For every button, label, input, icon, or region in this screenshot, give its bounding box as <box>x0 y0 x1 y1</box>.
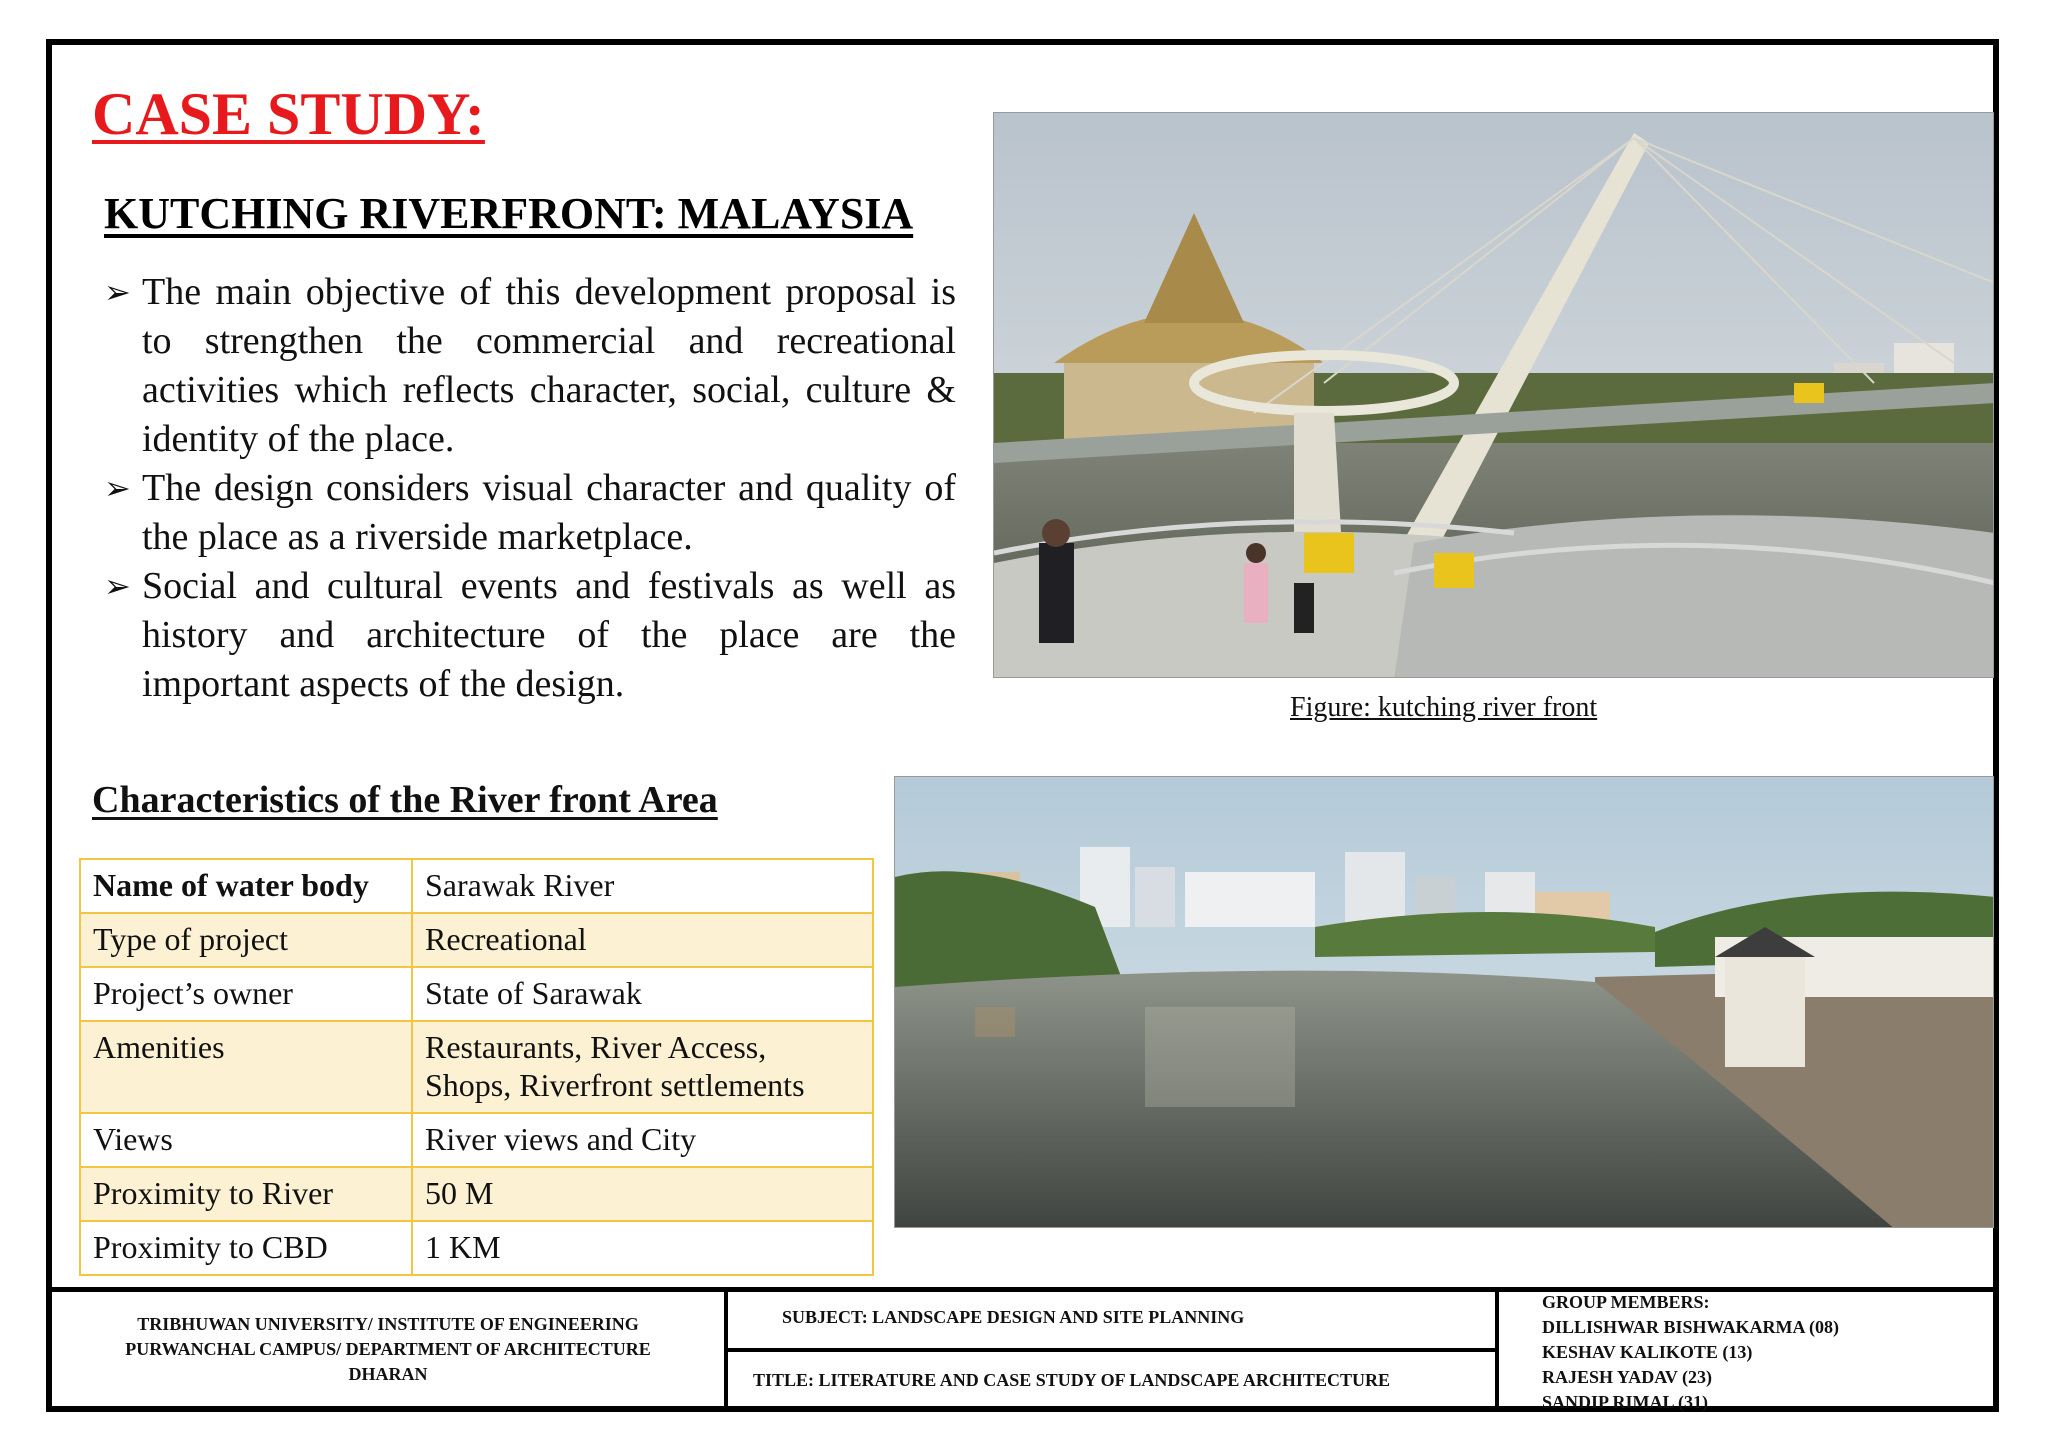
characteristics-table <box>79 858 874 1276</box>
table-row <box>80 1167 873 1221</box>
member-name: KESHAV KALIKOTE (13) <box>1542 1342 1753 1362</box>
objective-bullet: ➢ The design considers visual character and quality of the place as a riverside marketplace. <box>104 464 956 562</box>
row-label: Name of water body <box>80 859 412 913</box>
river-photo-illustration <box>895 777 1994 1228</box>
row-value-line: Shops, Riverfront settlements <box>425 1067 805 1103</box>
table-row <box>80 1021 873 1113</box>
case-study-title: KUTCHING RIVERFRONT: MALAYSIA <box>104 189 914 238</box>
group-members-block <box>1542 1290 1839 1415</box>
table-row <box>80 859 873 913</box>
row-value: State of Sarawak <box>412 967 873 1021</box>
river-panorama-photo <box>894 776 1994 1228</box>
row-label: Proximity to River <box>80 1167 412 1221</box>
title-label: TITLE: LITERATURE AND CASE STUDY OF LANDSCAPE ARCHITECTURE <box>753 1370 1390 1390</box>
objective-bullet: ➢ The main objective of this development proposal is to strengthen the commercial and recreational activities which reflects character, social, culture & identity of the place. <box>104 268 956 464</box>
member-name: RAJESH YADAV (23) <box>1542 1367 1713 1387</box>
table-row <box>80 967 873 1021</box>
row-value <box>412 1021 873 1113</box>
table-row <box>80 1221 873 1275</box>
row-label: Views <box>80 1113 412 1167</box>
row-value-line: Restaurants, River Access, <box>425 1029 767 1065</box>
group-members-heading: GROUP MEMBERS: <box>1542 1292 1710 1312</box>
row-value: Recreational <box>412 913 873 967</box>
institution-line: PURWANCHAL CAMPUS/ DEPARTMENT OF ARCHITECTURE <box>125 1339 651 1359</box>
subject-label: SUBJECT: LANDSCAPE DESIGN AND SITE PLANNING <box>782 1307 1245 1327</box>
row-value: Sarawak River <box>412 859 873 913</box>
objectives-list <box>104 268 956 709</box>
row-label: Proximity to CBD <box>80 1221 412 1275</box>
member-name: DILLISHWAR BISHWAKARMA (08) <box>1542 1317 1840 1337</box>
institution-line: TRIBHUWAN UNIVERSITY/ INSTITUTE OF ENGINEERING <box>137 1314 639 1334</box>
row-value: 50 M <box>412 1167 873 1221</box>
footer-divider <box>726 1348 1497 1352</box>
row-label: Project’s owner <box>80 967 412 1021</box>
institution-line: DHARAN <box>348 1364 428 1384</box>
row-value: River views and City <box>412 1113 873 1167</box>
characteristics-heading: Characteristics of the River front Area <box>92 779 718 821</box>
table-row <box>80 913 873 967</box>
member-name: SANDIP RIMAL (31) <box>1542 1392 1709 1412</box>
objective-bullet: ➢ Social and cultural events and festivals as well as history and architecture of the place are the important aspects of the design. <box>104 562 956 709</box>
row-label: Type of project <box>80 913 412 967</box>
row-label: Amenities <box>80 1021 412 1113</box>
riverfront-bridge-photo <box>993 112 1994 678</box>
row-value: 1 KM <box>412 1221 873 1275</box>
bridge-photo-illustration <box>994 113 1994 678</box>
page-heading: CASE STUDY: <box>92 81 485 147</box>
figure-caption: Figure: kutching river front <box>1290 692 1598 723</box>
institution-block <box>52 1312 724 1387</box>
table-row <box>80 1113 873 1167</box>
